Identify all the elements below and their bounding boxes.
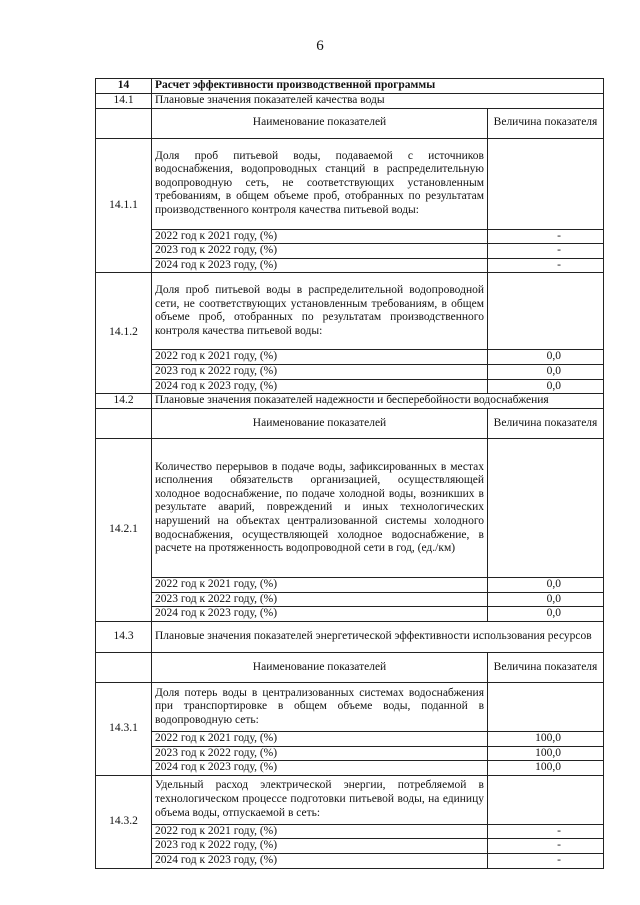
indicator-text: Удельный расход электрической энергии, потребляемой в технологическом процессе подготовки питьевой воды, на единицу объема воды, отпускаемой в сеть: bbox=[152, 775, 488, 824]
year-label: 2023 год к 2022 году, (%) bbox=[152, 746, 488, 761]
indicator-number: 14.3.2 bbox=[96, 775, 152, 868]
header-row bbox=[96, 409, 604, 439]
indicator-number: 14.1.2 bbox=[96, 273, 152, 394]
year-row bbox=[96, 350, 604, 365]
group-number: 14.2 bbox=[96, 394, 152, 409]
year-row bbox=[96, 379, 604, 394]
indicator-text: Количество перерывов в подаче воды, зафиксированных в местах исполнения обязательств организацией, осуществляющей холодное водоснабжение, по подаче холодной воды, возникших в результате аварий, повреждений и иных технологических нарушений на объектах централизованной системы холодного водоснабжения, осуществляющей холодное водоснабжение, в расчете на протяженность водопроводной сети в год, (ед./км) bbox=[152, 439, 488, 578]
indicator-text: Доля проб питьевой воды, подаваемой с источников водоснабжения, водопроводных станций в распределительную водопроводную сеть, не соответствующих установленным требованиям, в общем объеме проб, отобранных по результатам производственного контроля качества питьевой воды: bbox=[152, 138, 488, 229]
year-value: 0,0 bbox=[488, 364, 604, 379]
table-body bbox=[96, 79, 604, 869]
header-name-col: Наименование показателей bbox=[152, 108, 488, 138]
year-row bbox=[96, 839, 604, 854]
group-number: 14.3 bbox=[96, 621, 152, 652]
group-row bbox=[96, 93, 604, 108]
year-value: 0,0 bbox=[488, 350, 604, 365]
year-label: 2023 год к 2022 году, (%) bbox=[152, 244, 488, 259]
year-row bbox=[96, 364, 604, 379]
group-row bbox=[96, 394, 604, 409]
indicator-text: Доля проб питьевой воды в распределительной водопроводной сети, не соответствующих установленным требованиям, в общем объеме проб, отобранных по результатам производственного контроля качества питьевой воды: bbox=[152, 273, 488, 350]
header-name-col: Наименование показателей bbox=[152, 652, 488, 682]
year-label: 2024 год к 2023 году, (%) bbox=[152, 258, 488, 273]
year-row bbox=[96, 229, 604, 244]
group-title: Плановые значения показателей надежности и бесперебойности водоснабжения bbox=[152, 394, 604, 409]
header-empty-cell bbox=[96, 652, 152, 682]
year-value: 100,0 bbox=[488, 731, 604, 746]
group-title: Плановые значения показателей качества воды bbox=[152, 93, 604, 108]
year-value: 0,0 bbox=[488, 578, 604, 593]
indicator-value-empty bbox=[488, 682, 604, 731]
year-row bbox=[96, 258, 604, 273]
header-name-col: Наименование показателей bbox=[152, 409, 488, 439]
group-number: 14.1 bbox=[96, 93, 152, 108]
indicator-row bbox=[96, 775, 604, 824]
indicator-row bbox=[96, 439, 604, 578]
year-row bbox=[96, 761, 604, 776]
year-value: - bbox=[488, 244, 604, 259]
year-label: 2022 год к 2021 году, (%) bbox=[152, 731, 488, 746]
year-value: 0,0 bbox=[488, 379, 604, 394]
indicator-number: 14.2.1 bbox=[96, 439, 152, 622]
year-label: 2023 год к 2022 году, (%) bbox=[152, 839, 488, 854]
group-title: Плановые значения показателей энергетической эффективности использования ресурсов bbox=[152, 621, 604, 652]
indicator-row bbox=[96, 682, 604, 731]
year-value: - bbox=[488, 824, 604, 839]
year-label: 2023 год к 2022 году, (%) bbox=[152, 364, 488, 379]
year-value: - bbox=[488, 229, 604, 244]
year-label: 2022 год к 2021 году, (%) bbox=[152, 229, 488, 244]
year-value: 100,0 bbox=[488, 746, 604, 761]
header-row bbox=[96, 652, 604, 682]
page-number: 6 bbox=[316, 38, 324, 54]
year-row bbox=[96, 578, 604, 593]
year-value: 0,0 bbox=[488, 607, 604, 622]
year-value: - bbox=[488, 853, 604, 868]
indicator-row bbox=[96, 138, 604, 229]
year-row bbox=[96, 731, 604, 746]
indicator-value-empty bbox=[488, 775, 604, 824]
year-label: 2024 год к 2023 году, (%) bbox=[152, 853, 488, 868]
year-row bbox=[96, 607, 604, 622]
header-value-col: Величина показателя bbox=[488, 652, 604, 682]
year-value: 0,0 bbox=[488, 592, 604, 607]
indicator-number: 14.1.1 bbox=[96, 138, 152, 273]
header-value-col: Величина показателя bbox=[488, 108, 604, 138]
header-empty-cell bbox=[96, 108, 152, 138]
year-value: - bbox=[488, 258, 604, 273]
year-label: 2022 год к 2021 году, (%) bbox=[152, 824, 488, 839]
header-empty-cell bbox=[96, 409, 152, 439]
indicator-number: 14.3.1 bbox=[96, 682, 152, 775]
year-row bbox=[96, 244, 604, 259]
header-value-col: Величина показателя bbox=[488, 409, 604, 439]
indicator-value-empty bbox=[488, 439, 604, 578]
year-row bbox=[96, 592, 604, 607]
year-label: 2022 год к 2021 году, (%) bbox=[152, 350, 488, 365]
year-value: - bbox=[488, 839, 604, 854]
year-value: 100,0 bbox=[488, 761, 604, 776]
indicator-row bbox=[96, 273, 604, 350]
year-row bbox=[96, 853, 604, 868]
year-row bbox=[96, 824, 604, 839]
year-label: 2024 год к 2023 году, (%) bbox=[152, 607, 488, 622]
section-title: Расчет эффективности производственной программы bbox=[152, 79, 604, 94]
efficiency-table bbox=[95, 78, 604, 869]
year-row bbox=[96, 746, 604, 761]
year-label: 2023 год к 2022 году, (%) bbox=[152, 592, 488, 607]
header-row bbox=[96, 108, 604, 138]
section-row bbox=[96, 79, 604, 94]
section-number: 14 bbox=[96, 79, 152, 94]
year-label: 2024 год к 2023 году, (%) bbox=[152, 761, 488, 776]
group-row bbox=[96, 621, 604, 652]
indicator-text: Доля потерь воды в централизованных системах водоснабжения при транспортировке в общем объеме воды, поданной в водопроводную сеть: bbox=[152, 682, 488, 731]
year-label: 2024 год к 2023 году, (%) bbox=[152, 379, 488, 394]
year-label: 2022 год к 2021 году, (%) bbox=[152, 578, 488, 593]
indicator-value-empty bbox=[488, 138, 604, 229]
indicator-value-empty bbox=[488, 273, 604, 350]
